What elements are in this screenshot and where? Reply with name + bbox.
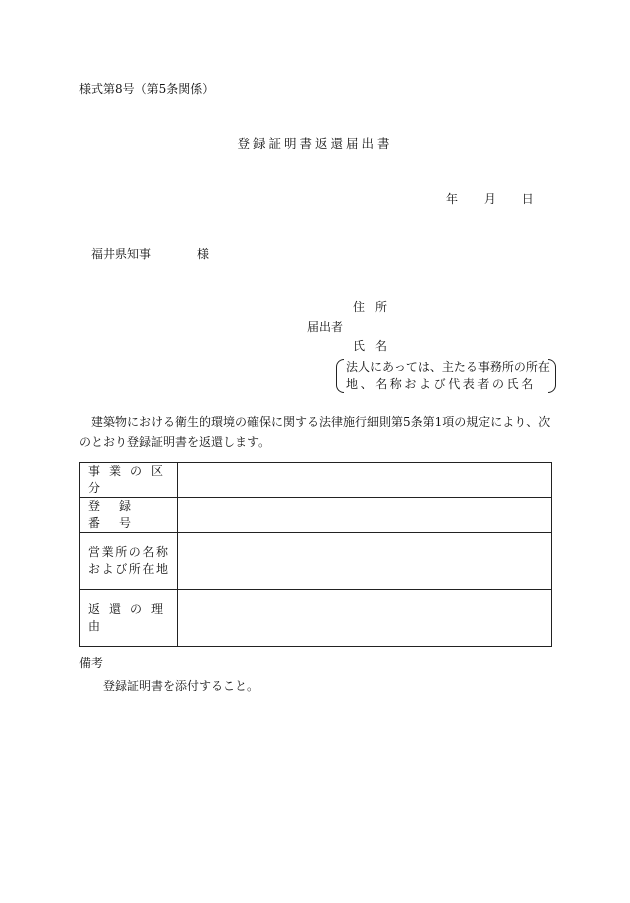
office-name-label-line1: 営業所の名称 [88, 545, 170, 559]
return-reason-label: 返還の理由 [80, 590, 178, 647]
business-category-field[interactable] [178, 463, 552, 498]
registration-number-label: 登録番号 [80, 498, 178, 533]
registration-number-field[interactable] [178, 498, 552, 533]
body-text: 建築物における衛生的環境の確保に関する法律施行細則第5条第1項の規定により、次のとおり登録証明書を返還します。 [79, 415, 551, 449]
date-month: 月 [483, 192, 496, 206]
left-bracket [336, 359, 344, 393]
right-bracket [548, 359, 556, 393]
table-row [80, 498, 552, 533]
corporation-note-line1: 法人にあっては、主たる事務所の所在 [346, 360, 550, 374]
table-row [80, 590, 552, 647]
address-label: 住所 [353, 300, 398, 314]
applicant-label: 届出者 [307, 320, 344, 334]
return-reason-field[interactable] [178, 590, 552, 647]
business-category-label: 事業の区分 [80, 463, 178, 498]
remarks-item: 登録証明書を添付すること。 [103, 679, 260, 693]
recipient [91, 245, 209, 262]
date-day: 日 [521, 192, 534, 206]
corporation-note [336, 357, 556, 395]
office-name-field[interactable] [178, 533, 552, 590]
document-title: 登録証明書返還届出書 [237, 136, 393, 151]
recipient-name: 福井県知事 [91, 247, 152, 261]
recipient-honorific: 様 [197, 247, 210, 261]
date-year: 年 [446, 192, 459, 206]
table-row [80, 463, 552, 498]
date-line [446, 190, 534, 207]
office-name-label [80, 533, 178, 590]
corporation-note-line2: 地、名称および代表者の氏名 [346, 377, 536, 391]
name-label: 氏名 [353, 339, 398, 353]
form-number: 様式第8号（第5条関係） [79, 82, 215, 96]
remarks-title: 備考 [79, 656, 104, 670]
office-name-label-line2: および所在地 [88, 562, 170, 576]
table-row [80, 533, 552, 590]
info-table [79, 462, 552, 647]
